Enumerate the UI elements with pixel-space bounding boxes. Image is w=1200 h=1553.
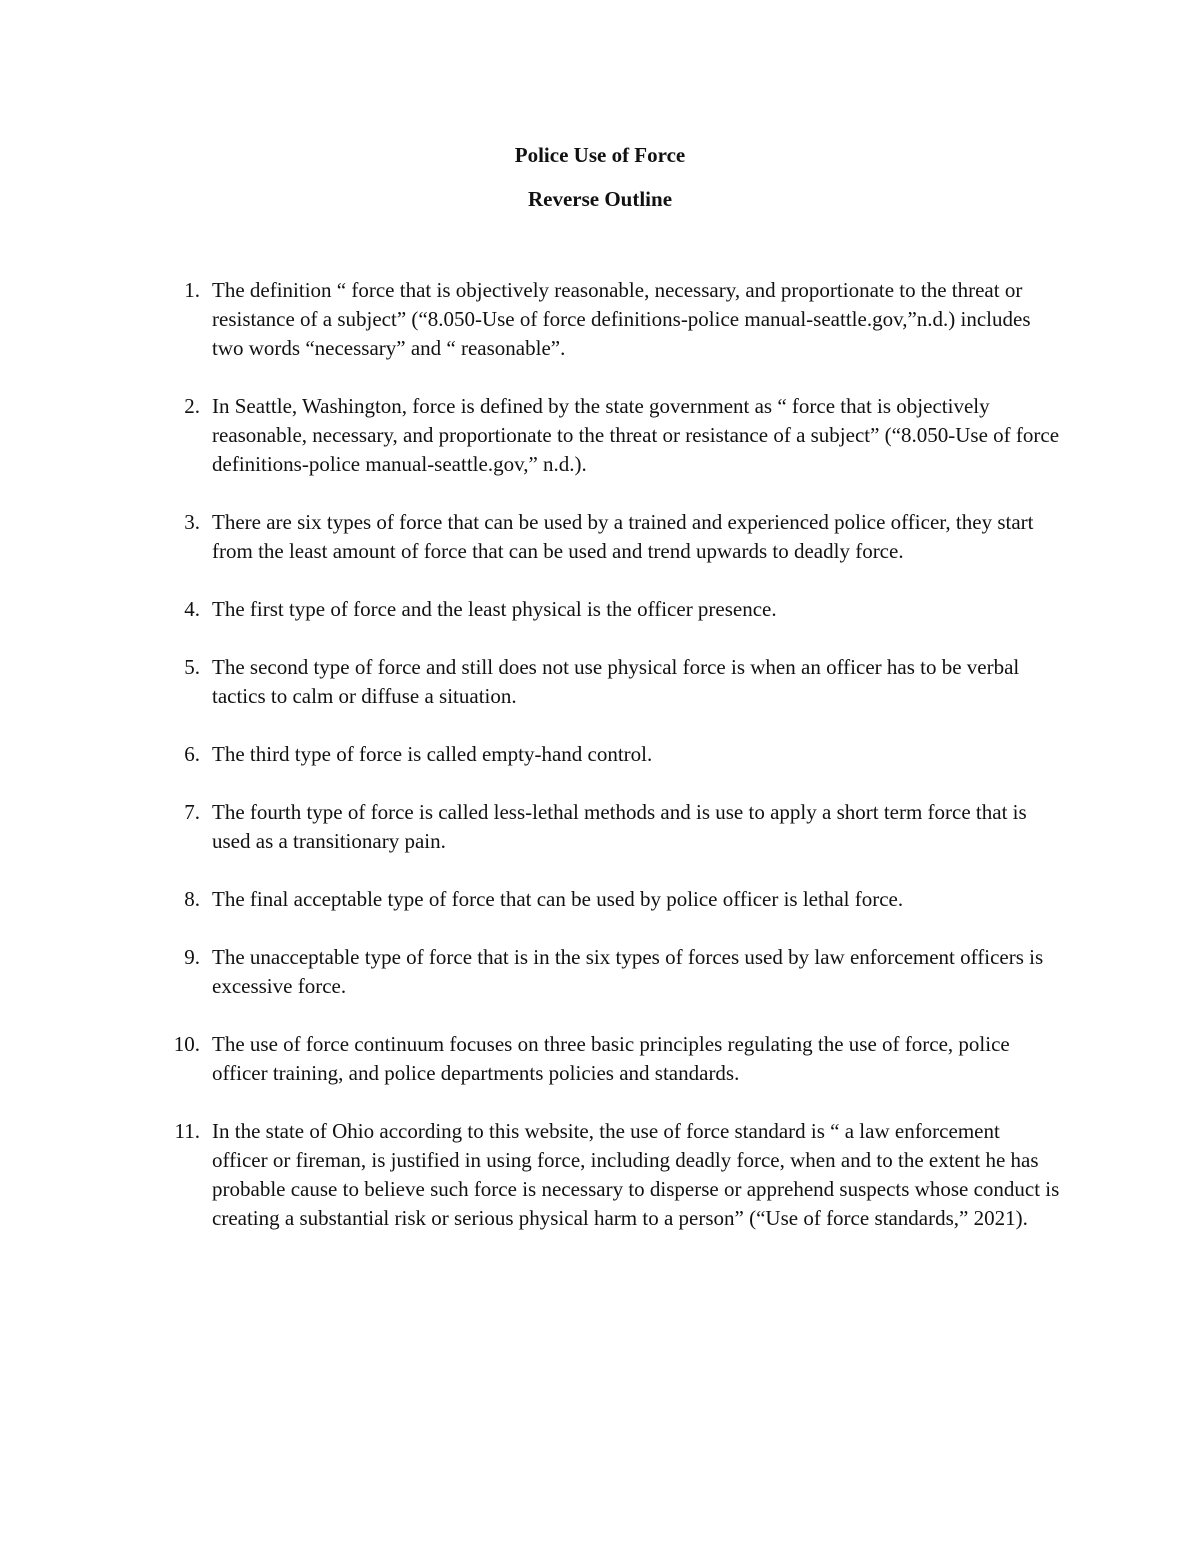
document-title: Police Use of Force bbox=[514, 143, 686, 167]
outline-item bbox=[160, 885, 1060, 914]
outline-item-text: The fourth type of force is called less-lethal methods and is use to apply a short term force that is used as a transitionary pain. bbox=[212, 800, 1027, 853]
outline-item-number: 5. bbox=[184, 655, 200, 679]
outline-item bbox=[160, 508, 1060, 566]
outline-item-text: In the state of Ohio according to this website, the use of force standard is “ a law enforcement officer or fireman, is justified in using force, including deadly force, when and to the extent he has probable cause to believe such force is necessary to disperse or apprehend suspects whose conduct is creating a substantial risk or serious physical harm to a person” (“Use of force standards,” 2021). bbox=[212, 1119, 1060, 1230]
outline-item bbox=[160, 1030, 1060, 1088]
outline-item-number: 4. bbox=[184, 597, 200, 621]
outline-item-text: The first type of force and the least physical is the officer presence. bbox=[212, 597, 777, 621]
outline-item-number: 11. bbox=[174, 1119, 200, 1143]
outline-item-number: 7. bbox=[184, 800, 200, 824]
outline-item-number: 9. bbox=[184, 945, 200, 969]
outline-item-text: In Seattle, Washington, force is defined by the state government as “ force that is objectively reasonable, necessary, and proportionate to the threat or resistance of a subject” (“8.050-Use of force definitions-police manual-seattle.gov,” n.d.). bbox=[212, 394, 1060, 476]
document-subtitle: Reverse Outline bbox=[527, 187, 673, 211]
outline-item bbox=[160, 798, 1060, 856]
outline-list bbox=[160, 276, 1060, 1262]
outline-item-text: There are six types of force that can be used by a trained and experienced police officer, they start from the least amount of force that can be used and trend upwards to deadly force. bbox=[212, 510, 1034, 563]
outline-item bbox=[160, 392, 1060, 479]
outline-item-text: The definition “ force that is objectively reasonable, necessary, and proportionate to the threat or resistance of a subject” (“8.050-Use of force definitions-police manual-seattle.gov,”n.d.) includes two words “necessary” and “ reasonable”. bbox=[212, 278, 1031, 360]
outline-item bbox=[160, 653, 1060, 711]
outline-item-text: The second type of force and still does not use physical force is when an officer has to be verbal tactics to calm or diffuse a situation. bbox=[212, 655, 1020, 708]
outline-item-number: 10. bbox=[173, 1032, 200, 1056]
outline-item-text: The final acceptable type of force that can be used by police officer is lethal force. bbox=[212, 887, 904, 911]
outline-item-number: 1. bbox=[184, 278, 200, 302]
outline-item-text: The unacceptable type of force that is in the six types of forces used by law enforcement officers is excessive force. bbox=[212, 945, 1044, 998]
outline-item bbox=[160, 943, 1060, 1001]
outline-item-number: 3. bbox=[184, 510, 200, 534]
outline-item-text: The third type of force is called empty-hand control. bbox=[212, 742, 653, 766]
outline-item-text: The use of force continuum focuses on three basic principles regulating the use of force, police officer training, and police departments policies and standards. bbox=[212, 1032, 1010, 1085]
outline-item-number: 2. bbox=[184, 394, 200, 418]
outline-item-number: 8. bbox=[184, 887, 200, 911]
outline-item-number: 6. bbox=[184, 742, 200, 766]
outline-item bbox=[160, 1117, 1060, 1233]
outline-item bbox=[160, 595, 1060, 624]
outline-item bbox=[160, 740, 1060, 769]
outline-item bbox=[160, 276, 1060, 363]
